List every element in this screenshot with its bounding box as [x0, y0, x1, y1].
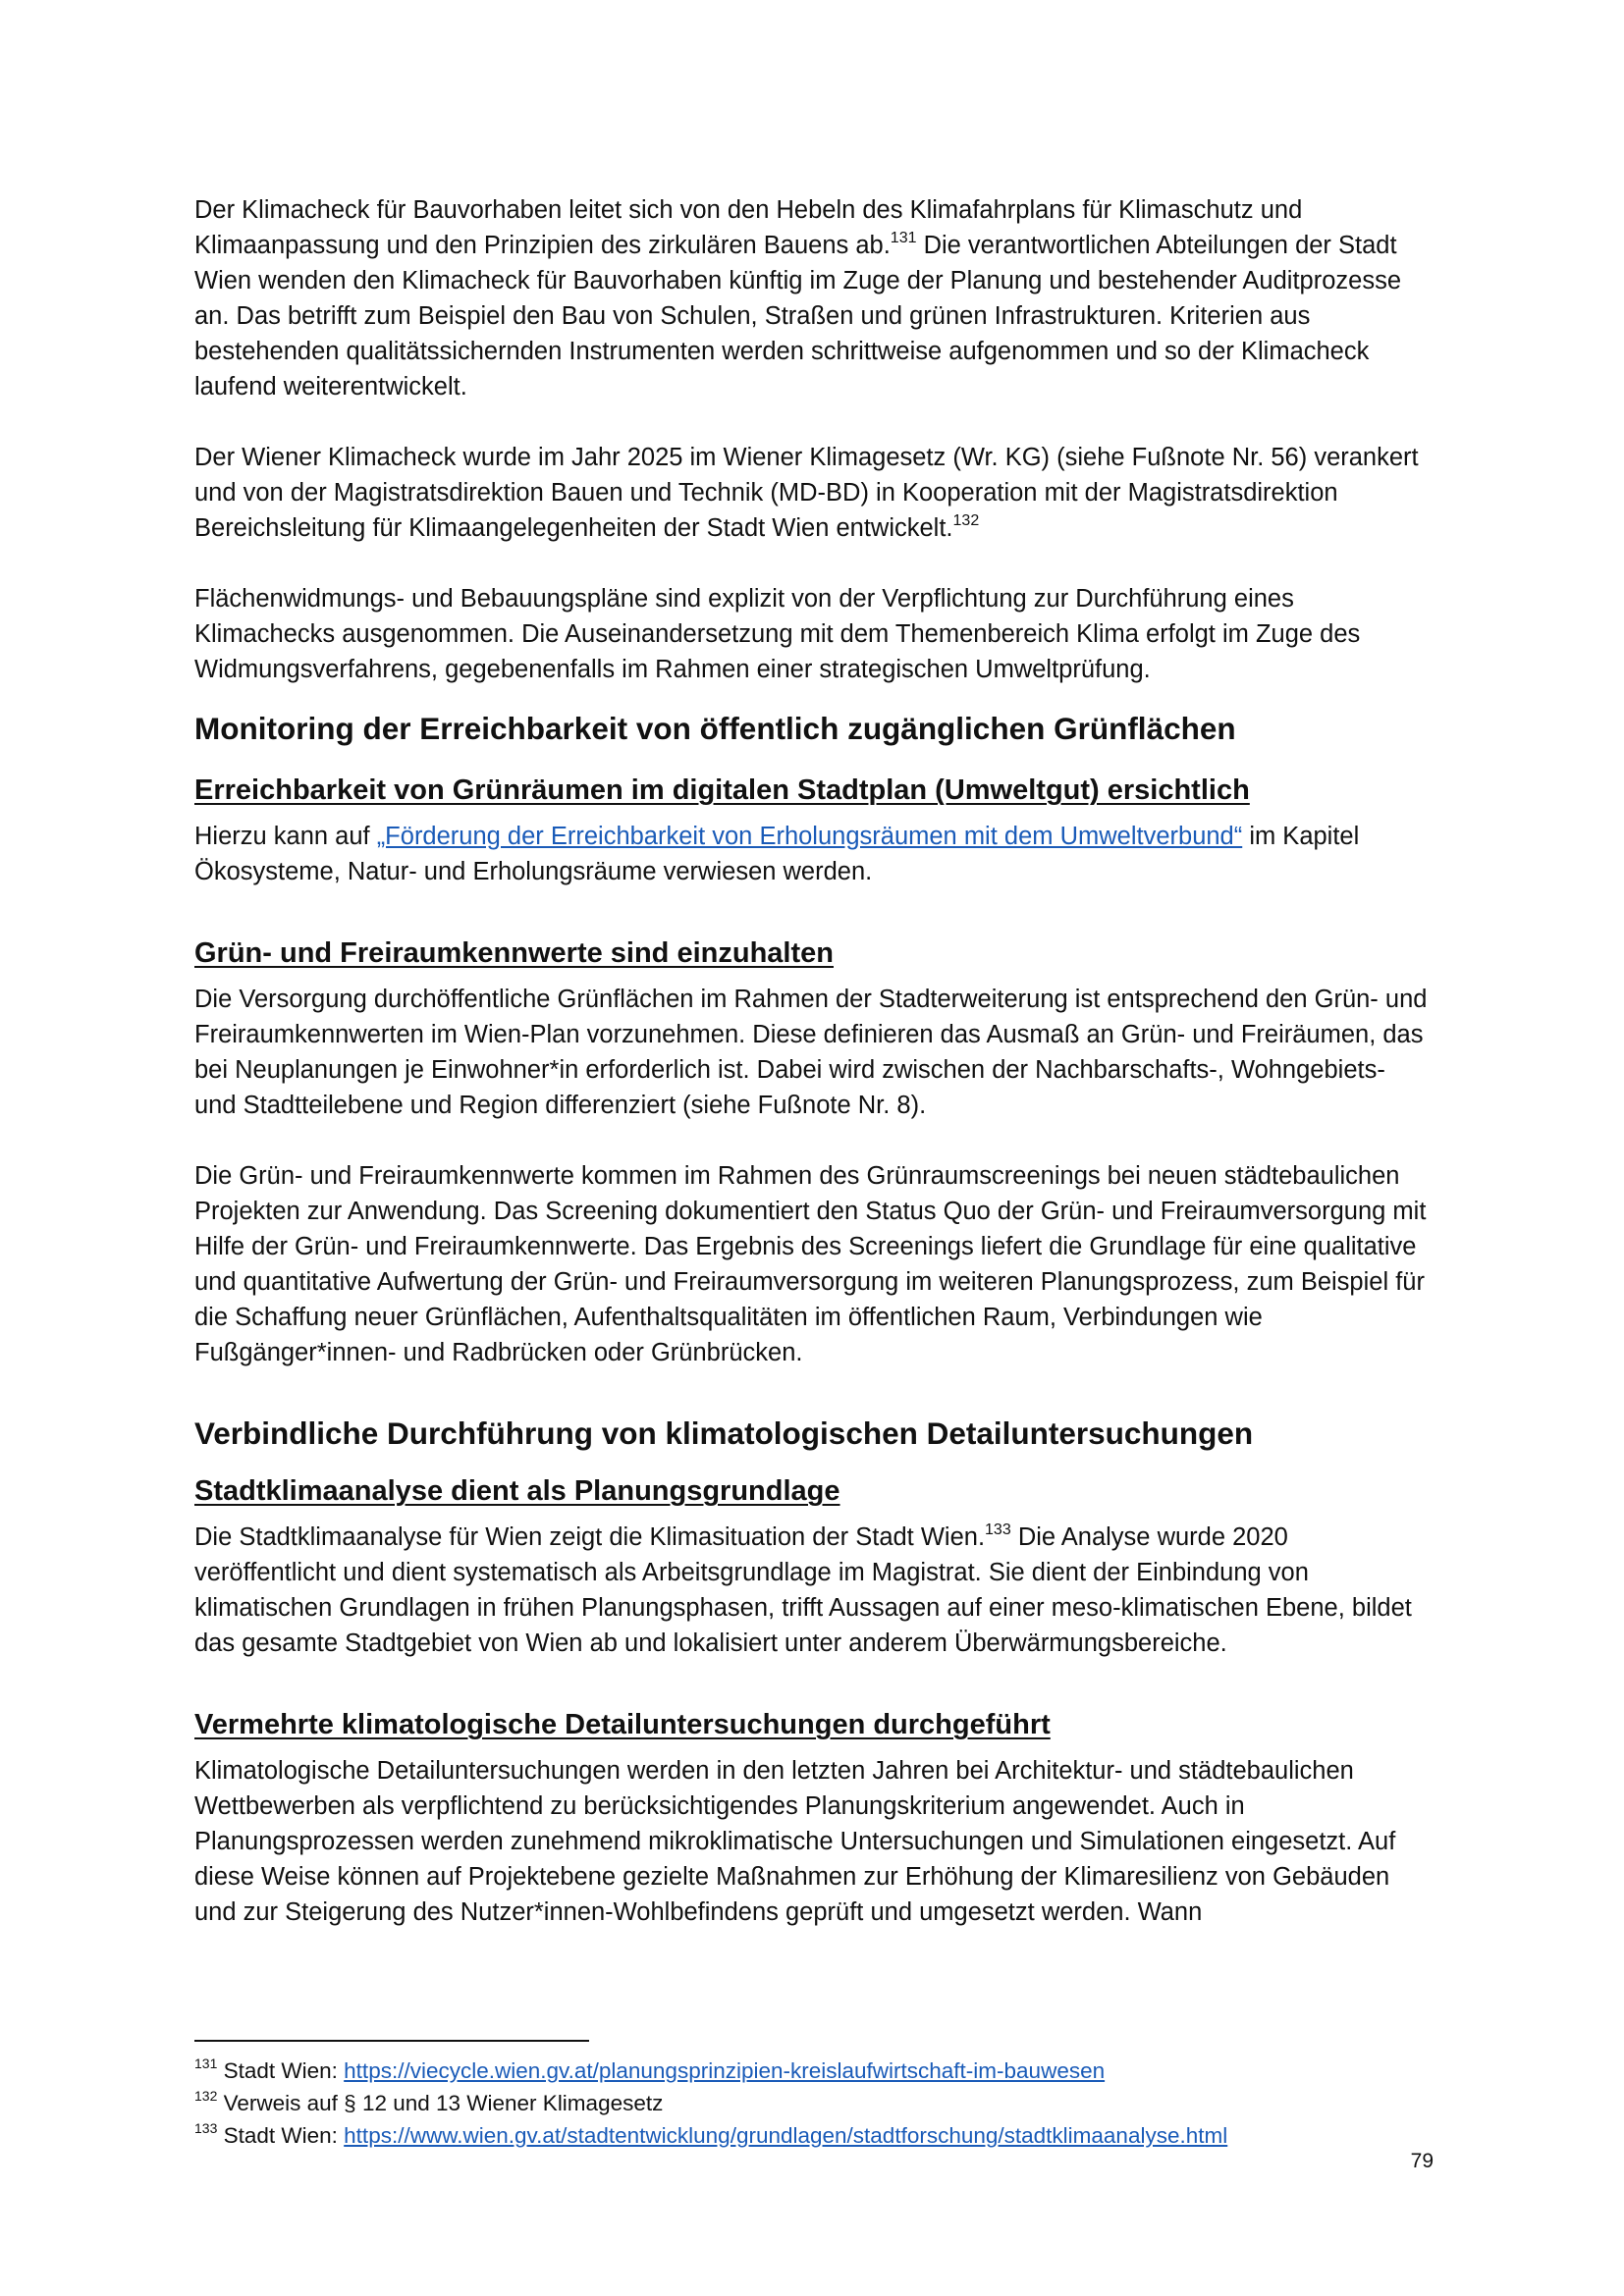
paragraph-detailuntersuchungen: Klimatologische Detailuntersuchungen werden in den letzten Jahren bei Architektur- und städtebaulichen Wettbewerben als verpflichtend zu berücksichtigendes Planungskriterium angewendet. Auch in Planungsprozessen werden zunehmend mikroklimatische Untersuchungen und Simulationen eingesetzt. Auf diese Weise können auf Projektebene gezielte Maßnahmen zur Erhöhung der Klimaresilienz von Gebäuden und zur Steigerung des Nutzer*innen-Wohlbefindens geprüft und umgesetzt werden. Wann: [194, 1757, 1396, 1926]
subheading-detailuntersuchungen: Vermehrte klimatologische Detailuntersuchungen durchgeführt: [194, 1709, 1051, 1740]
footnote-text: Stadt Wien:: [217, 2058, 345, 2083]
subheading-kennwerte: Grün- und Freiraumkennwerte sind einzuhalten: [194, 937, 834, 969]
section-heading-monitoring: Monitoring der Erreichbarkeit von öffentlich zugänglichen Grünflächen: [194, 711, 1236, 746]
intro-p1-text-a: Der Klimacheck für Bauvorhaben leitet sich von den Hebeln des Klimafahrplans für Klimaschutz und Klimaanpassung und den Prinzipien des zirkulären Bauens ab.: [194, 196, 1303, 259]
section-heading-klimatologie: Verbindliche Durchführung von klimatologischen Detailuntersuchungen: [194, 1415, 1254, 1451]
footnote-link-viecycle[interactable]: https://viecycle.wien.gv.at/planungsprinzipien-kreislaufwirtschaft-im-bauwesen: [344, 2058, 1106, 2083]
footnotes: [194, 2055, 1434, 2152]
footnote-131: [194, 2055, 1434, 2087]
footnote-number: 132: [194, 2087, 218, 2104]
paragraph-kennwerte-1: Die Versorgung durchöffentliche Grünflächen im Rahmen der Stadterweiterung ist entsprechend den Grün- und Freiraumkennwerten im Wien-Plan vorzunehmen. Diese definieren das Ausmaß an Grün- und Freiräumen, das bei Neuplanungen je Einwohner*in erforderlich ist. Dabei wird zwischen der Nachbarschafts-, Wohngebiets- und Stadtteilebene und Region differenziert (siehe Fußnote Nr. 8).: [194, 986, 1428, 1119]
subheading-stadtklimaanalyse: Stadtklimaanalyse dient als Planungsgrundlage: [194, 1475, 840, 1507]
paragraph-stadtklimaanalyse: [194, 1520, 1434, 1661]
paragraph-kennwerte-2: Die Grün- und Freiraumkennwerte kommen im Rahmen des Grünraumscreenings bei neuen städtebaulichen Projekten zur Anwendung. Das Screening dokumentiert den Status Quo der Grün- und Freiraumversorgung mit Hilfe der Grün- und Freiraumkennwerte. Das Ergebnis des Screenings liefert die Grundlage für eine qualitative und quantitative Aufwertung der Grün- und Freiraumversorgung im weiteren Planungsprozess, zum Beispiel für die Schaffung neuer Grünflächen, Aufenthaltsqualitäten im öffentlichen Raum, Verbindungen wie Fußgänger*innen- und Radbrücken oder Grünbrücken.: [194, 1162, 1427, 1366]
footnote-number: 131: [194, 2055, 218, 2071]
footnote-132: [194, 2087, 1434, 2119]
footnote-text: Verweis auf § 12 und 13 Wiener Klimagesetz: [217, 2091, 664, 2115]
footnote-text: Stadt Wien:: [217, 2123, 345, 2148]
footnote-ref-132[interactable]: 132: [952, 511, 980, 529]
intro-p1-text-b: Die verantwortlichen Abteilungen der Stadt Wien wenden den Klimacheck für Bauvorhaben künftig im Zuge der Planung und bestehender Auditprozesse an. Das betrifft zum Beispiel den Bau von Schulen, Straßen und grünen Infrastrukturen. Kriterien aus bestehenden qualitätssichernden Instrumenten werden schrittweise aufgenommen und so der Klimacheck laufend weiterentwickelt.: [194, 232, 1402, 400]
page-number: 79: [1410, 2150, 1434, 2172]
intro-paragraph-1: [194, 192, 1434, 404]
subheading-erreichbarkeit: Erreichbarkeit von Grünräumen im digitalen Stadtplan (Umweltgut) ersichtlich: [194, 774, 1250, 806]
erreichbarkeit-text-a: Hierzu kann auf: [194, 823, 377, 850]
footnote-ref-133[interactable]: 133: [985, 1521, 1011, 1538]
footnote-link-stadtklimaanalyse[interactable]: https://www.wien.gv.at/stadtentwicklung/grundlagen/stadtforschung/stadtklimaanalyse.html: [344, 2123, 1228, 2148]
intro-p2-text: Der Wiener Klimacheck wurde im Jahr 2025 im Wiener Klimagesetz (Wr. KG) (siehe Fußnote Nr. 56) verankert und von der Magistratsdirektion Bauen und Technik (MD-BD) in Kooperation mit der Magistratsdirektion Bereichsleitung für Klimaangelegenheiten der Stadt Wien entwickelt.: [194, 444, 1419, 542]
stadtklimaanalyse-text-a: Die Stadtklimaanalyse für Wien zeigt die Klimasituation der Stadt Wien.: [194, 1523, 986, 1551]
intro-paragraph-2: [194, 440, 1434, 546]
paragraph-erreichbarkeit: [194, 819, 1434, 889]
footnote-number: 133: [194, 2119, 218, 2136]
link-foerderung-erreichbarkeit[interactable]: „Förderung der Erreichbarkeit von Erholungsräumen mit dem Umweltverbund“: [376, 823, 1243, 850]
document-body: [194, 192, 1434, 1930]
intro-paragraph-3: Flächenwidmungs- und Bebauungspläne sind explizit von der Verpflichtung zur Durchführung eines Klimachecks ausgenommen. Die Auseinandersetzung mit dem Themenbereich Klima erfolgt im Zuge des Widmungsverfahrens, gegebenenfalls im Rahmen einer strategischen Umweltprüfung.: [194, 585, 1361, 683]
footnote-133: [194, 2119, 1434, 2152]
erreichbarkeit-text-b: im Kapitel Ökosysteme, Natur- und Erholungsräume verwiesen werden.: [194, 823, 1360, 885]
footnote-separator: [194, 2040, 589, 2042]
stadtklimaanalyse-text-b: Die Analyse wurde 2020 veröffentlicht und dient systematisch als Arbeitsgrundlage im Magistrat. Sie dient der Einbindung von klimatischen Grundlagen in frühen Planungsphasen, trifft Aussagen auf einer meso-klimatischen Ebene, bildet das gesamte Stadtgebiet von Wien ab und lokalisiert unter anderem Überwärmungsbereiche.: [194, 1523, 1412, 1657]
footnote-ref-131[interactable]: 131: [890, 229, 917, 246]
